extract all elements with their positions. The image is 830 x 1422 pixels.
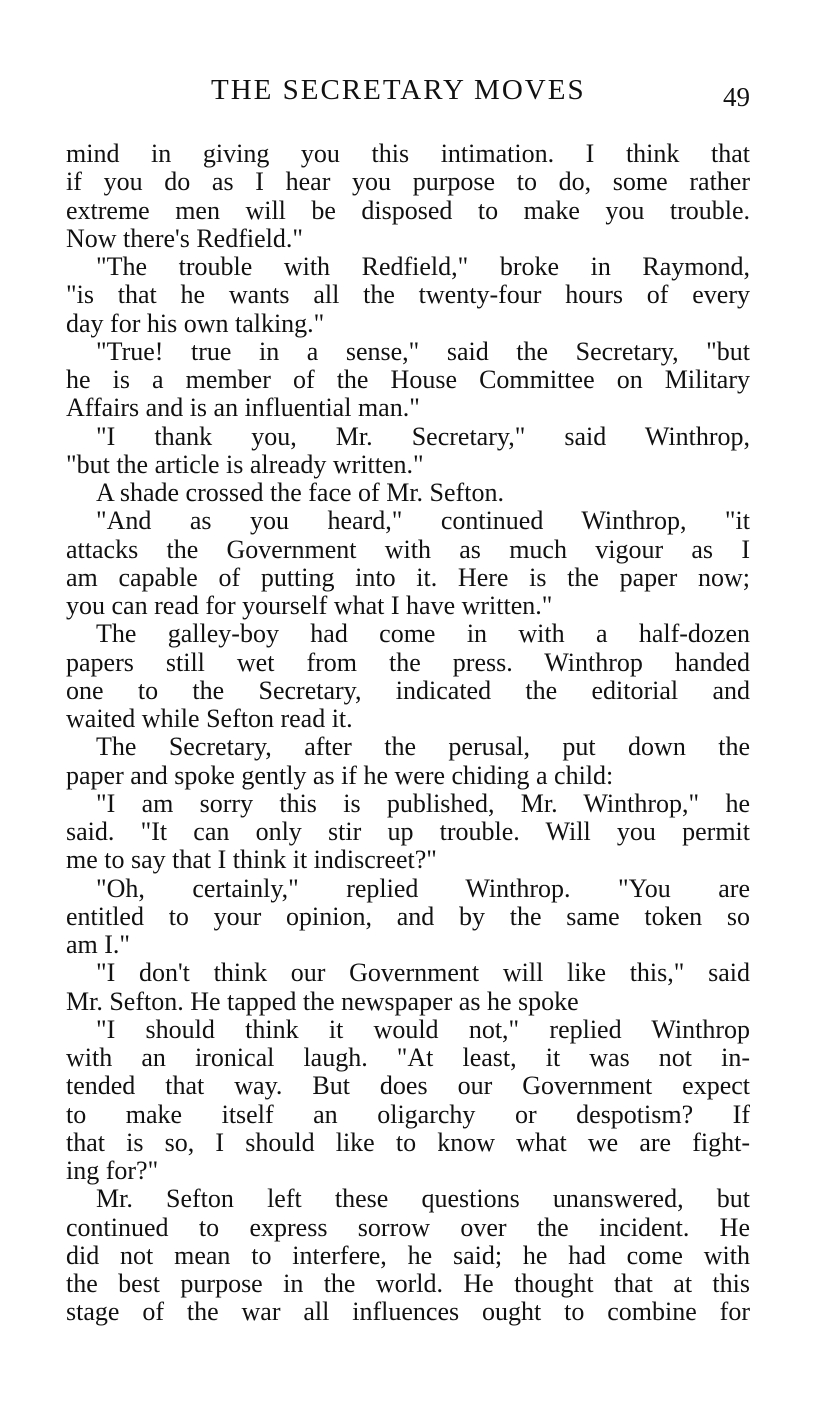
text-line: "but the article is already written." <box>66 450 424 479</box>
text-line: mind in giving you this intimation. I think that <box>66 140 750 168</box>
chapter-title: THE SECRETARY MOVES <box>211 74 586 106</box>
text-line: that is so, I should like to know what we are fight- <box>66 1128 750 1157</box>
text-line: if you do as I hear you purpose to do, some rather <box>66 168 750 197</box>
text-line: am I." <box>66 931 131 959</box>
text-line: one to the Secretary, indicated the editorial and <box>66 676 750 705</box>
text-line: tended that way. But does our Government expect <box>66 1072 750 1101</box>
text-line: The galley-boy had come in with a half-dozen <box>96 620 750 649</box>
text-line: said. "It can only stir up trouble. Will you permit <box>66 818 750 846</box>
text-line: "True! true in a sense," said the Secretary, "but <box>96 337 750 366</box>
text-line: he is a member of the House Committee on Military <box>66 366 750 394</box>
text-line: Mr. Sefton left these questions unanswered, but <box>96 1185 750 1214</box>
running-head <box>66 74 756 114</box>
text-line: paper and spoke gently as if he were chiding a child: <box>66 761 614 790</box>
text-line: the best purpose in the world. He thought that at this <box>66 1270 750 1298</box>
text-line: me to say that I think it indiscreet?" <box>66 846 437 875</box>
text-line: Now there's Redfield." <box>66 224 303 253</box>
text-line: "I thank you, Mr. Secretary," said Winthrop, <box>96 422 750 451</box>
text-line: "is that he wants all the twenty-four hours of every <box>66 281 750 310</box>
text-line: papers still wet from the press. Winthrop handed <box>66 648 750 677</box>
text-line: am capable of putting into it. Here is the paper now; <box>66 563 750 592</box>
text-line: "Oh, certainly," replied Winthrop. "You are <box>96 874 750 903</box>
text-line: Affairs and is an influential man." <box>66 394 420 423</box>
page-number: 49 <box>723 82 750 112</box>
text-line: Mr. Sefton. He tapped the newspaper as he spoke <box>66 987 579 1016</box>
text-line: waited while Sefton read it. <box>66 705 353 733</box>
text-line: A shade crossed the face of Mr. Sefton. <box>96 479 504 507</box>
text-line: "The trouble with Redfield," broke in Raymond, <box>96 253 750 281</box>
text-line: entitled to your opinion, and by the same token so <box>66 902 750 931</box>
text-line: "I should think it would not," replied Winthrop <box>96 1015 750 1044</box>
text-line: day for his own talking." <box>66 309 325 338</box>
text-line: extreme men will be disposed to make you trouble. <box>66 196 750 225</box>
text-line: did not mean to interfere, he said; he had come with <box>66 1241 750 1270</box>
text-line: "And as you heard," continued Winthrop, "it <box>96 507 750 536</box>
text-line: attacks the Government with as much vigour as I <box>66 535 750 564</box>
body-text <box>66 140 750 1327</box>
text-line: to make itself an oligarchy or despotism? If <box>66 1100 750 1129</box>
text-line: stage of the war all influences ought to combine for <box>66 1298 750 1327</box>
text-line: you can read for yourself what I have written." <box>66 592 553 620</box>
text-line: "I don't think our Government will like this," said <box>96 959 750 988</box>
text-line: "I am sorry this is published, Mr. Winthrop," he <box>96 789 750 818</box>
text-line: continued to express sorrow over the incident. He <box>66 1213 750 1242</box>
text-line: ing for?" <box>66 1157 159 1185</box>
text-line: with an ironical laugh. "At least, it was not in- <box>66 1044 750 1072</box>
text-line: The Secretary, after the perusal, put down the <box>96 733 750 762</box>
